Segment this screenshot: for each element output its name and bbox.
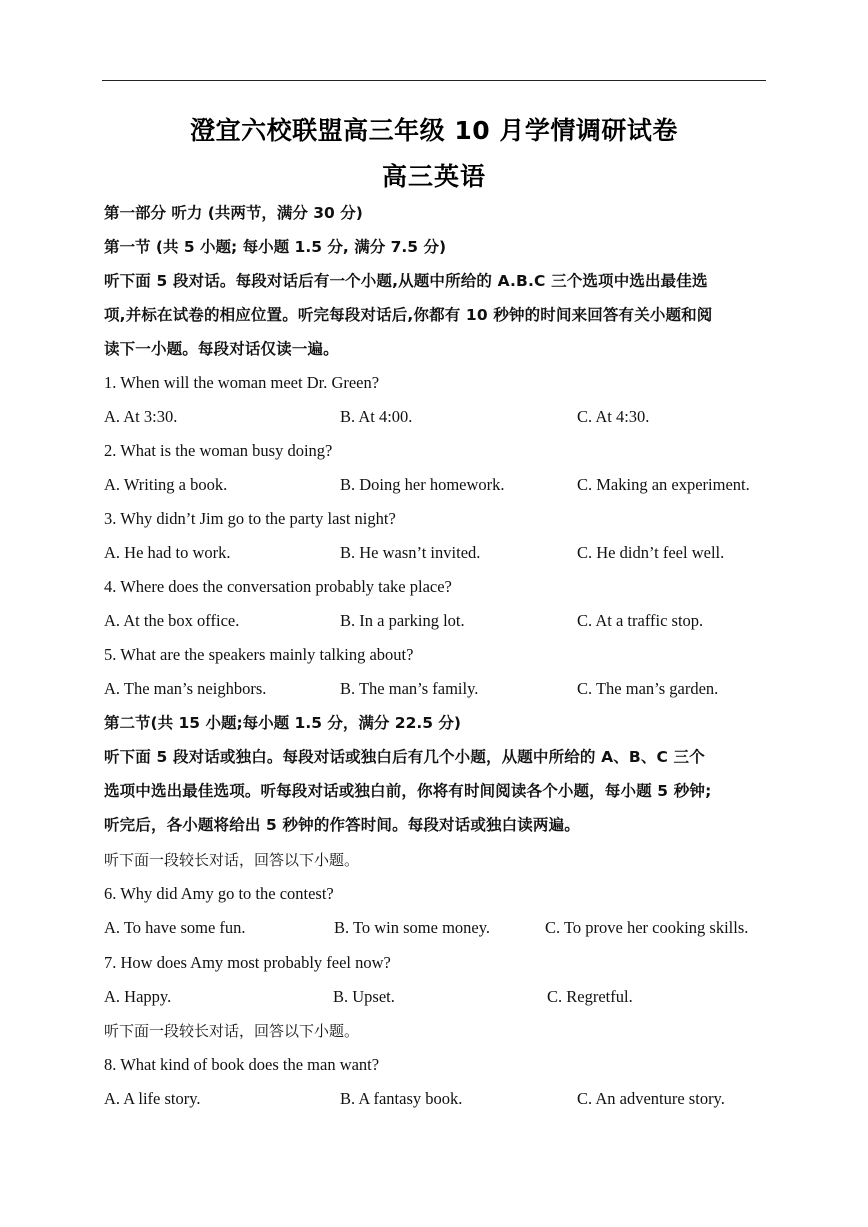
listening-cue: 听下面一段较长对话，回答以下小题。: [104, 1022, 360, 1040]
instruction-line: 听完后，各小题将给出 5 秒钟的作答时间。每段对话或独白读两遍。: [104, 816, 580, 834]
option-c: C. Regretful.: [547, 987, 633, 1006]
option-a: A. He had to work.: [104, 543, 231, 562]
option-b: B. Upset.: [333, 987, 395, 1006]
section2-heading: 第二节(共 15 小题;每小题 1.5 分，满分 22.5 分): [104, 714, 462, 732]
instruction-line: 听下面 5 段对话或独白。每段对话或独白后有几个小题，从题中所给的 A、B、C 三个: [104, 748, 705, 766]
question-2: 2. What is the woman busy doing?: [104, 441, 333, 460]
option-c: C. At 4:30.: [577, 407, 650, 426]
question-1: 1. When will the woman meet Dr. Green?: [104, 373, 380, 392]
option-a: A. Writing a book.: [104, 475, 228, 494]
question-4: 4. Where does the conversation probably take place?: [104, 577, 452, 596]
option-a: A. The man’s neighbors.: [104, 679, 267, 698]
section1-heading: 第一节 (共 5 小题; 每小题 1.5 分, 满分 7.5 分): [104, 238, 447, 256]
header-rule: [102, 80, 766, 81]
part1-heading: 第一部分 听力 (共两节，满分 30 分): [104, 204, 363, 222]
option-a: A. To have some fun.: [104, 918, 246, 937]
question-7: 7. How does Amy most probably feel now?: [104, 953, 391, 972]
option-a: A. At the box office.: [104, 611, 240, 630]
option-c: C. The man’s garden.: [577, 679, 719, 698]
instruction-line: 选项中选出最佳选项。听每段对话或独白前，你将有时间阅读各个小题，每小题 5 秒钟;: [104, 782, 712, 800]
option-a: A. At 3:30.: [104, 407, 178, 426]
exam-subtitle: 高三英语: [381, 162, 486, 191]
listening-cue: 听下面一段较长对话，回答以下小题。: [104, 851, 360, 869]
option-c: C. An adventure story.: [577, 1089, 725, 1108]
option-b: B. At 4:00.: [340, 407, 413, 426]
question-8: 8. What kind of book does the man want?: [104, 1055, 380, 1074]
option-b: B. He wasn’t invited.: [340, 543, 481, 562]
option-b: B. To win some money.: [334, 918, 491, 937]
option-a: A. A life story.: [104, 1089, 201, 1108]
option-b: B. A fantasy book.: [340, 1089, 463, 1108]
option-c: C. To prove her cooking skills.: [545, 918, 749, 937]
option-c: C. He didn’t feel well.: [577, 543, 725, 562]
instruction-line: 听下面 5 段对话。每段对话后有一个小题,从题中所给的 A.B.C 三个选项中选出最佳选: [104, 272, 708, 290]
exam-title: 澄宜六校联盟高三年级 10 月学情调研试卷: [190, 116, 678, 145]
instruction-line: 读下一小题。每段对话仅读一遍。: [104, 340, 339, 358]
option-b: B. In a parking lot.: [340, 611, 465, 630]
option-c: C. Making an experiment.: [577, 475, 750, 494]
option-b: B. The man’s family.: [340, 679, 479, 698]
question-3: 3. Why didn’t Jim go to the party last night?: [104, 509, 396, 528]
option-b: B. Doing her homework.: [340, 475, 505, 494]
instruction-line: 项,并标在试卷的相应位置。听完每段对话后,你都有 10 秒钟的时间来回答有关小题和阅: [104, 306, 713, 324]
option-a: A. Happy.: [104, 987, 172, 1006]
question-6: 6. Why did Amy go to the contest?: [104, 884, 334, 903]
question-5: 5. What are the speakers mainly talking about?: [104, 645, 414, 664]
option-c: C. At a traffic stop.: [577, 611, 704, 630]
